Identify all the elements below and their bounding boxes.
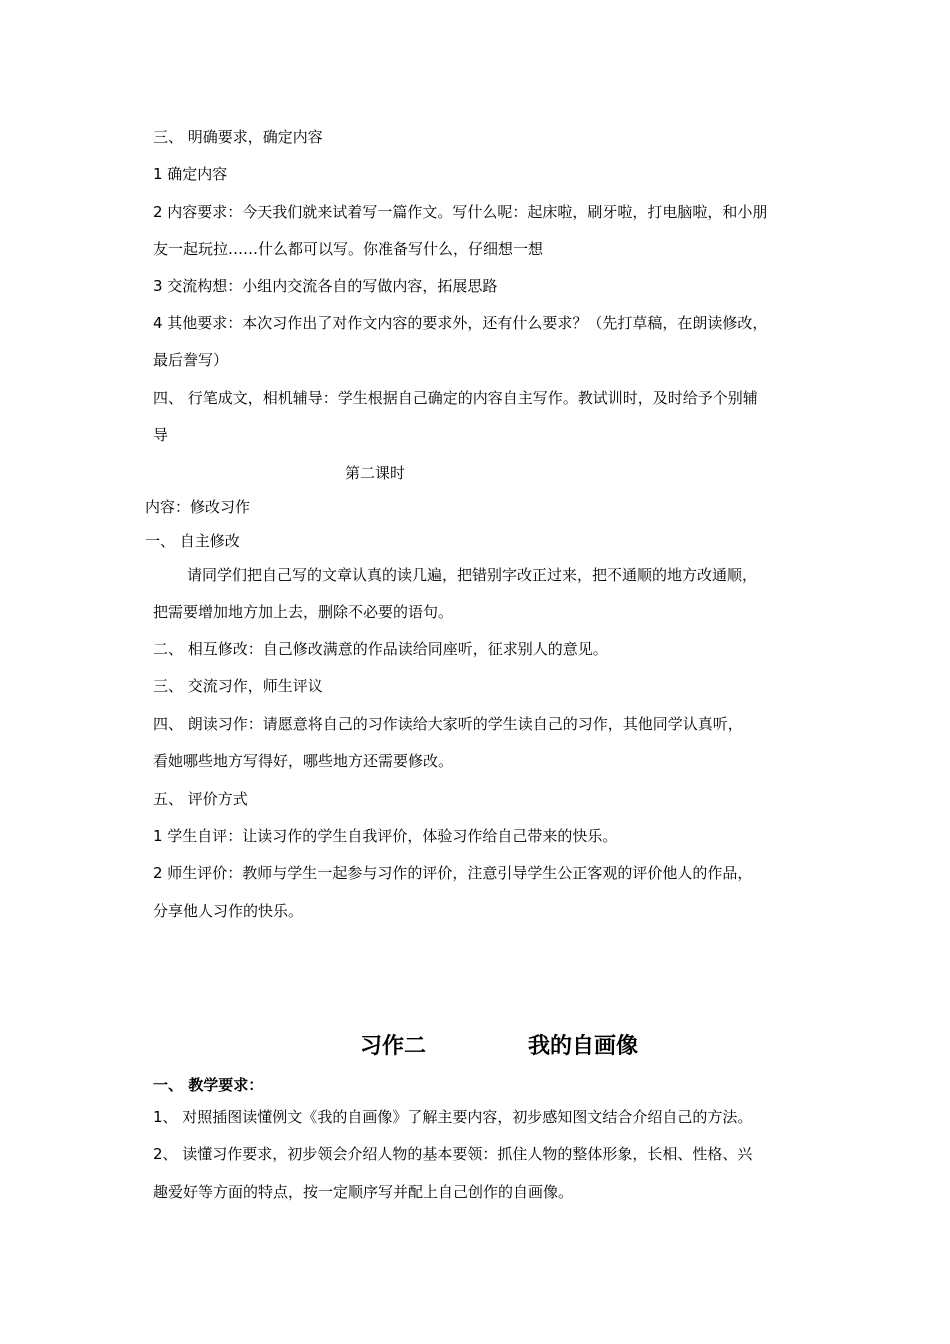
requirement-2-line-2: 趣爱好等方面的特点，按一定顺序写并配上自己创作的自画像。	[153, 1183, 574, 1201]
lesson-2-section-5-heading: 五、 评价方式	[153, 790, 248, 808]
section-4-line-2: 导	[153, 426, 169, 444]
evaluation-2-line-1: 2 师生评价：教师与学生一起参与习作的评价，注意引导学生公正客观的评价他人的作品，	[153, 864, 753, 882]
lesson-2-section-3: 三、 交流习作，师生评议	[153, 677, 323, 695]
item-4-line-2: 最后誊写）	[153, 351, 229, 369]
section-3-heading: 三、 明确要求，确定内容	[153, 128, 323, 146]
evaluation-2-line-2: 分享他人习作的快乐。	[153, 902, 304, 920]
essay-2-title-right: 我的自画像	[528, 1034, 639, 1059]
lesson-2-section-1-line-2: 把需要增加地方加上去，删除不必要的语句。	[153, 603, 454, 621]
item-3: 3 交流构想：小组内交流各自的写做内容，拓展思路	[153, 277, 498, 295]
section-4-line-1: 四、 行笔成文，相机辅导：学生根据自己确定的内容自主写作。教试训时，及时给予个别辅	[153, 389, 758, 407]
item-4-line-1: 4 其他要求：本次习作出了对作文内容的要求外，还有什么要求？（先打草稿，在朗读修改，	[153, 314, 768, 332]
lesson-2-heading: 第二课时	[345, 464, 406, 482]
requirement-1: 1、 对照插图读懂例文《我的自画像》了解主要内容，初步感知图文结合介绍自己的方法。	[153, 1108, 753, 1126]
item-1: 1 确定内容	[153, 165, 228, 183]
lesson-2-section-4-line-2: 看她哪些地方写得好，哪些地方还需要修改。	[153, 752, 454, 770]
lesson-2-section-4-line-1: 四、 朗读习作：请愿意将自己的习作读给大家听的学生读自己的习作，其他同学认真听，	[153, 715, 743, 733]
evaluation-1: 1 学生自评：让读习作的学生自我评价，体验习作给自己带来的快乐。	[153, 827, 618, 845]
lesson-2-content: 内容：修改习作	[145, 498, 251, 516]
essay-2-title-left: 习作二	[360, 1034, 427, 1059]
item-2-line-2: 友一起玩拉……什么都可以写。你准备写什么，仔细想一想	[153, 240, 544, 258]
teaching-requirements-heading: 一、 教学要求：	[153, 1076, 264, 1094]
lesson-2-section-1-line-1: 请同学们把自己写的文章认真的读几遍，把错别字改正过来，把不通顺的地方改通顺，	[187, 566, 758, 584]
requirement-2-line-1: 2、 读懂习作要求，初步领会介绍人物的基本要领：抓住人物的整体形象，长相、性格、兴	[153, 1145, 753, 1163]
item-2-line-1: 2 内容要求：今天我们就来试着写一篇作文。写什么呢：起床啦，刷牙啦，打电脑啦，和小朋	[153, 203, 768, 221]
lesson-2-section-2: 二、 相互修改：自己修改满意的作品读给同座听，征求别人的意见。	[153, 640, 608, 658]
lesson-2-section-1-heading: 一、 自主修改	[145, 532, 240, 550]
